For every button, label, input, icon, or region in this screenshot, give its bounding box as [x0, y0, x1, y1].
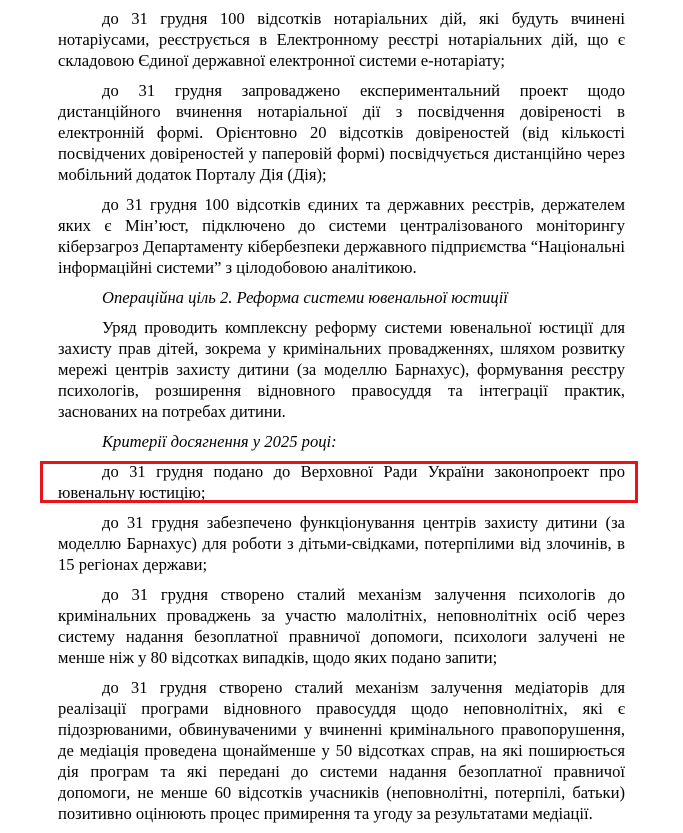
goal-description: Уряд проводить комплексну реформу системи ювенальної юстиції для захисту прав дітей, зокрема у кримінальних провадженнях, шляхом розвитку мережі центрів захисту дитини (за моделлю Барнахус), формування реєстру психологів, розширення відновного правосуддя та інтеграції практик, заснованих на потребах дитини. [58, 318, 625, 421]
highlighted-paragraph-wrapper [58, 461, 625, 503]
paragraph-barnahus-centers: до 31 грудня забезпечено функціонування центрів захисту дитини (за моделлю Барнахус) для роботи з дітьми-свідками, потерпілими від злочинів, в 15 регіонах держави; [58, 513, 625, 574]
paragraph-cyber-monitoring: до 31 грудня 100 відсотків єдиних та державних реєстрів, держателем яких є Мін’юст, підключено до системи централізованого моніторингу кіберзагроз Департаменту кібербезпеки державного підприємства “Національні інформаційні системи” з цілодобовою аналітикою. [58, 195, 625, 277]
document-page [58, 8, 625, 833]
paragraph-mediators-mechanism: до 31 грудня створено сталий механізм залучення медіаторів для реалізації програми відновного правосуддя щодо неповнолітніх, які є підозрюваними, обвинуваченими у вчиненні кримінального правопорушення, де медіація проведена щонайменше у 50 відсотках справ, на які поширюється дія програм та які передані до системи надання безоплатної правничої допомоги, не менше 60 відсотків учасників (неповнолітні, потерпілі, батьки) позитивно оцінюють процес примирення та угоду за результатами медіації. [58, 678, 625, 823]
paragraph-psychologists-mechanism: до 31 грудня створено сталий механізм залучення психологів до кримінальних проваджень за участю малолітніх, неповнолітніх осіб через систему надання безоплатної правничої допомоги, психологи залучені не менше ніж у 80 відсотках випадків, щодо яких подано запити; [58, 585, 625, 667]
highlighted-paragraph-juvenile-bill: до 31 грудня подано до Верховної Ради України законопроект про ювенальну юстицію; [58, 462, 625, 502]
criteria-heading: Критерії досягнення у 2025 році: [102, 432, 337, 451]
operational-goal-heading: Операційна ціль 2. Реформа системи ювенальної юстиції [102, 288, 508, 307]
paragraph-notarial-registry: до 31 грудня 100 відсотків нотаріальних дій, які будуть вчинені нотаріусами, реєструється в Електронному реєстрі нотаріальних дій, що є складовою Єдиної державної електронної системи е-нотаріату; [58, 9, 625, 70]
paragraph-remote-power-of-attorney: до 31 грудня запроваджено експериментальний проект щодо дистанційного вчинення нотаріальної дії з посвідчення довіреності в електронній формі. Орієнтовно 20 відсотків довіреностей (від кількості посвідчених довіреностей у паперовій формі) посвідчується дистанційно через мобільний додаток Порталу Дія (Дія); [58, 81, 625, 184]
